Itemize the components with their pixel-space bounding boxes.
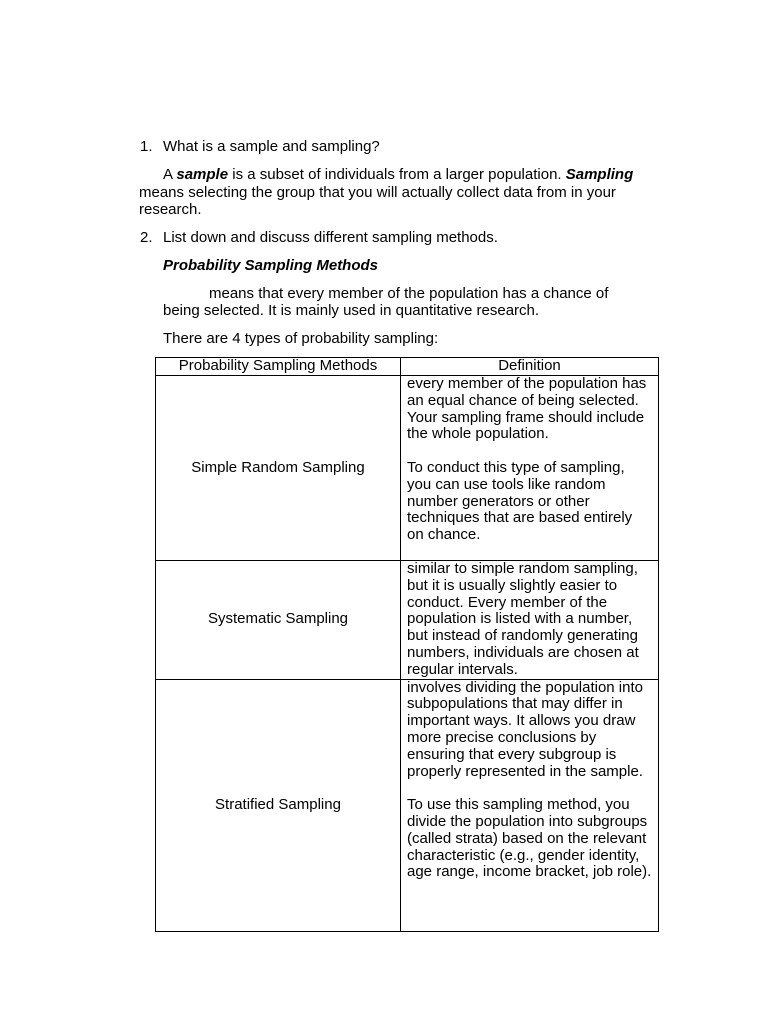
definition-paragraph: To use this sampling method, you divide the population into subgroups (called strata) based on the relevant characteristic (e.g., gender identity, age range, income bracket, job role). xyxy=(407,796,652,881)
definition-paragraph: involves dividing the population into subpopulations that may differ in important ways. It allows you draw more precise conclusions by ensuring that every subgroup is properly represented in the sample. xyxy=(407,678,643,780)
table-row xyxy=(156,561,659,680)
definition-line-2: being selected. It is mainly used in quantitative research. xyxy=(163,302,540,319)
question-1-text: What is a sample and sampling? xyxy=(163,138,380,155)
definition-simple-random xyxy=(401,376,659,561)
method-simple-random: Simple Random Sampling xyxy=(156,376,401,561)
question-2-number: 2. xyxy=(140,229,153,246)
method-systematic: Systematic Sampling xyxy=(156,561,401,680)
definition-paragraph: To conduct this type of sampling, you can use tools like random number generators or other techniques that are based entirely on chance. xyxy=(407,458,633,544)
definition-systematic xyxy=(401,561,659,680)
table-header-row xyxy=(156,358,659,376)
answer-1-line-3: research. xyxy=(139,201,202,218)
method-stratified: Stratified Sampling xyxy=(156,679,401,931)
answer-1-prefix: A xyxy=(163,166,177,183)
header-methods: Probability Sampling Methods xyxy=(156,358,401,376)
answer-1-line-2: means selecting the group that you will actually collect data from in your xyxy=(139,184,616,201)
term-sampling: Sampling xyxy=(565,166,634,183)
term-sample: sample xyxy=(176,166,229,183)
definition-paragraph: similar to simple random sampling, but it is usually slightly easier to conduct. Every member of the population is listed with a number, but instead of randomly generating numbers, individuals are chosen at regular intervals. xyxy=(407,560,639,678)
probability-sampling-table xyxy=(155,357,659,932)
answer-1-line-1 xyxy=(163,166,633,183)
table-row xyxy=(156,679,659,931)
table-row xyxy=(156,376,659,561)
question-1-number: 1. xyxy=(140,138,153,155)
question-2-text: List down and discuss different sampling methods. xyxy=(163,229,498,246)
subheading-probability-sampling: Probability Sampling Methods xyxy=(163,257,379,274)
definition-line-1: means that every member of the population has a chance of xyxy=(209,285,609,302)
types-intro: There are 4 types of probability sampling: xyxy=(163,330,439,347)
answer-1-mid: is a subset of individuals from a larger population. xyxy=(228,166,566,183)
definition-paragraph: every member of the population has an equal chance of being selected. Your sampling frame should include the whole population. xyxy=(407,375,647,443)
definition-stratified xyxy=(401,679,659,931)
header-definition: Definition xyxy=(401,358,659,376)
